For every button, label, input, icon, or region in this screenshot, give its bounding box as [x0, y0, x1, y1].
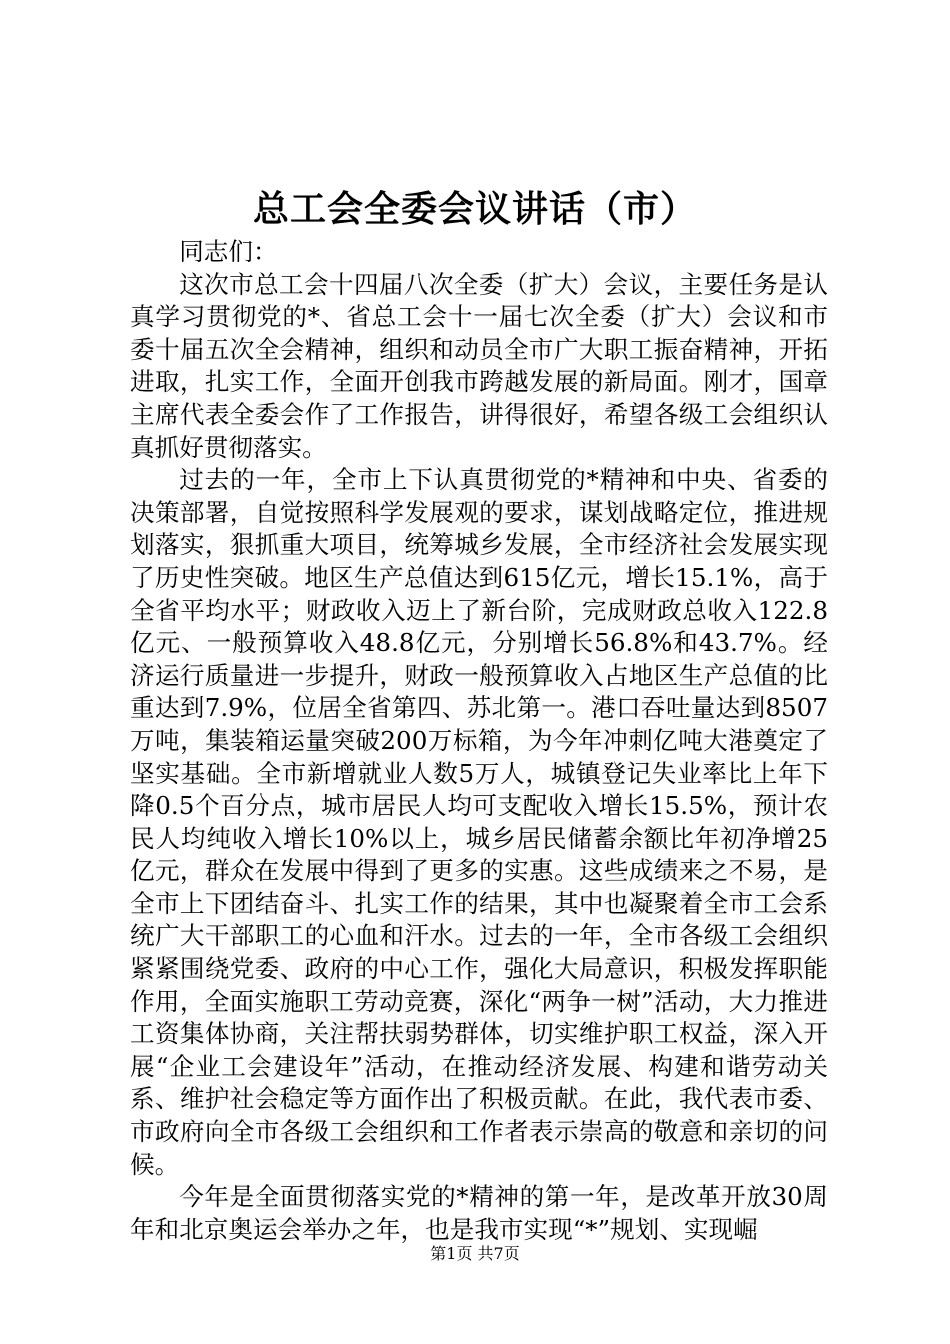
salutation: 同志们： — [179, 237, 278, 266]
document-title: 总工会全委会议讲话（市） — [252, 188, 697, 230]
paragraph: 过去的一年，全市上下认真贯彻党的*精神和中央、省委的决策部署，自觉按照科学发展观的要求，谋划战略定位，推进规划落实，狠抓重大项目，统筹城乡发展，全市经济社会发展实现了历史性突破。地区生产总值达到615亿元，增长15.1%，高于全省平均水平；财政收入迈上了新台阶，完成财政总收入122.8亿元、一般预算收入48.8亿元，分别增长56.8%和43.7%。经济运行质量进一步提升，财政一般预算收入占地区生产总值的比重达到7.9%，位居全省第四、苏北第一。港口吞吐量达到8507万吨，集装箱运量突破200万标箱，为今年冲刺亿吨大港奠定了坚实基础。全市新增就业人数5万人，城镇登记失业率比上年下降0.5个百分点，城市居民人均可支配收入增长15.5%，预计农民人均纯收入增长10%以上，城乡居民储蓄余额比年初净增25亿元，群众在发展中得到了更多的实惠。这些成绩来之不易，是全市上下团结奋斗、扎实工作的结果，其中也凝聚着全市工会系统广大干部职工的心血和汗水。过去的一年，全市各级工会组织紧紧围绕党委、政府的中心工作，强化大局意识，积极发挥职能作用，全面实施职工劳动竞赛，深化“两争一树”活动，大力推进工资集体协商，关注帮扶弱势群体，切实维护职工权益，深入开展“企业工会建设年”活动，在推动经济发展、构建和谐劳动关系、维护社会稳定等方面作出了积极贡献。在此，我代表市委、市政府向全市各级工会组织和工作者表示崇高的敬意和亲切的问候。 — [130, 465, 828, 1179]
page-number-footer: 第1页 共7页 — [430, 1244, 520, 1263]
document-body — [130, 236, 828, 1246]
paragraph: 今年是全面贯彻落实党的*精神的第一年，是改革开放30周年和北京奥运会举办之年，也是我市实现“*”规划、实现崛 — [130, 1182, 828, 1244]
paragraph: 这次市总工会十四届八次全委（扩大）会议，主要任务是认真学习贯彻党的*、省总工会十一届七次全委（扩大）会议和市委十届五次全会精神，组织和动员全市广大职工振奋精神，开拓进取，扎实工作，全面开创我市跨越发展的新局面。刚才，国章主席代表全委会作了工作报告，讲得很好，希望各级工会组织认真抓好贯彻落实。 — [130, 269, 828, 462]
